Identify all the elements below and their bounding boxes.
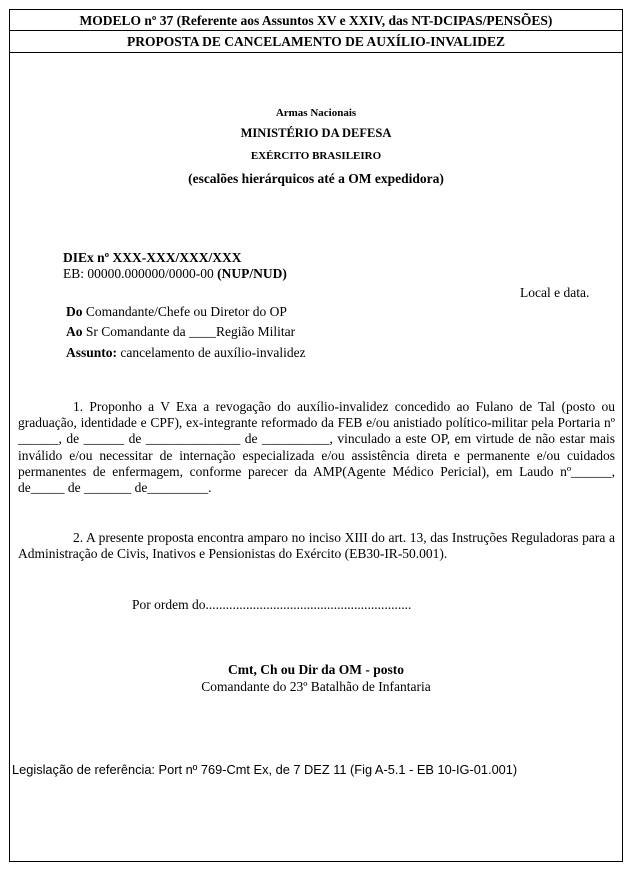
paragraph-1: 1. Proponho a V Exa a revogação do auxílio-invalidez concedido ao Fulano de Tal (posto ou graduação, identidade e CPF), ex-integrante reformado da FEB e/ou anistiado político-militar pela Portaria nº ______, de ______ de ______________ de __________, vinculado a este OP, em virtude de não estar mais inválido e/ou necessitar de internação especializada e/ou assistência direta e permanente e/ou cuidados permanentes de enfermagem, conforme parecer da AMP(Agente Médico Pericial), em Laudo nº______, de_____ de _______ de_________. bbox=[18, 399, 615, 496]
from-label: Do bbox=[66, 304, 83, 319]
letterhead-army: EXÉRCITO BRASILEIRO bbox=[250, 150, 382, 162]
to-line bbox=[66, 324, 295, 340]
by-order-line: Por ordem do............................................................. bbox=[132, 597, 412, 612]
diex-number: DIEx nº XXX-XXX/XXX/XXX bbox=[63, 250, 242, 265]
place-date: Local e data. bbox=[520, 285, 590, 300]
signer-unit: Comandante do 23º Batalhão de Infantaria bbox=[201, 679, 431, 694]
letterhead-arms: Armas Nacionais bbox=[275, 107, 357, 119]
eb-prefix: EB: 00000.000000/0000-00 bbox=[63, 266, 218, 281]
eb-number bbox=[63, 266, 287, 282]
model-line: MODELO nº 37 (Referente aos Assuntos XV e XXIV, das NT-DCIPAS/PENSÕES) bbox=[9, 9, 623, 31]
paragraph-2: 2. A presente proposta encontra amparo no inciso XIII do art. 13, das Instruções Reguladoras para a Administração de Civis, Inativos e Pensionistas do Exército (EB30-IR-50.001). bbox=[18, 530, 615, 562]
subject-line bbox=[66, 345, 306, 361]
letterhead-ministry: MINISTÉRIO DA DEFESA bbox=[240, 126, 392, 140]
subject-label: Assunto: bbox=[66, 345, 118, 360]
letterhead-echelons: (escalões hierárquicos até a OM expedidora) bbox=[188, 171, 444, 186]
from-line bbox=[66, 304, 287, 320]
legislation-reference: Legislação de referência: Port nº 769-Cmt Ex, de 7 DEZ 11 (Fig A-5.1 - EB 10-IG-01.001) bbox=[12, 762, 518, 777]
from-text: Comandante/Chefe ou Diretor do OP bbox=[82, 304, 287, 319]
eb-suffix: (NUP/NUD) bbox=[217, 266, 287, 281]
document-title: PROPOSTA DE CANCELAMENTO DE AUXÍLIO-INVALIDEZ bbox=[9, 31, 623, 53]
to-label: Ao bbox=[66, 324, 83, 339]
subject-text: cancelamento de auxílio-invalidez bbox=[117, 345, 306, 360]
to-text: Sr Comandante da ____Região Militar bbox=[82, 324, 296, 339]
signer-title: Cmt, Ch ou Dir da OM - posto bbox=[227, 662, 404, 677]
